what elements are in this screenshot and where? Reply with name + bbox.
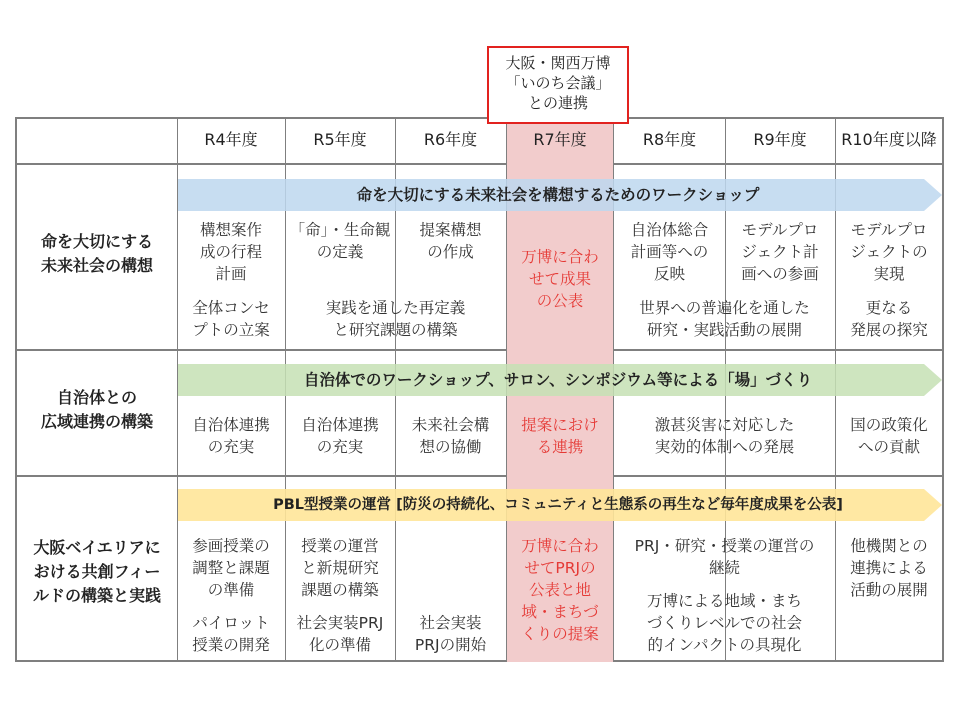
r1-r10-bottom: 更なる 発展の探究 — [850, 299, 928, 339]
year-header-r8: R8年度 — [642, 130, 697, 149]
year-header-r10: R10年度以降 — [841, 130, 937, 149]
r1-r9-top: モデルプロ ジェクト計 画への参画 — [741, 221, 819, 283]
header-divider — [15, 163, 944, 165]
r1-r5-r6-bottom: 実践を通した再定義 と研究課題の構築 — [325, 299, 466, 339]
r3-r10: 他機関との 連携による 活動の展開 — [850, 537, 928, 599]
r2-r7: 提案におけ る連携 — [521, 416, 599, 456]
r2-r8-r9: 激甚災害に対応した 実効的体制への発展 — [654, 416, 795, 456]
year-header-r9: R9年度 — [753, 130, 807, 149]
row-label-3: 大阪ベイエリアに おける共創フィー ルドの構築と実践 — [32, 538, 161, 605]
year-header-r4: R4年度 — [204, 130, 258, 149]
row-divider-2 — [15, 475, 944, 477]
r3-r5-top: 授業の運営 と新規研究 課題の構築 — [301, 537, 379, 599]
arrow-label-3: PBL型授業の運営 [防災の持続化、コミュニティと生態系の再生など毎年度成果を公表] — [273, 497, 843, 513]
callout-line-1: 大阪・関西万博 — [505, 54, 611, 72]
row-divider-1 — [15, 349, 944, 351]
r1-r5-top: 「命」・生命観 の定義 — [289, 221, 391, 261]
r3-r8-r9-top: PRJ・研究・授業の運営の 継続 — [634, 537, 815, 577]
r2-r5: 自治体連携 の充実 — [301, 416, 379, 456]
r3-r8-r9-bottom: 万博による地域・まち づくりレベルでの社会 的インパクトの具現化 — [646, 592, 802, 654]
r1-r4-top: 構想案作 成の行程 計画 — [199, 221, 262, 283]
r1-r8-r9-bottom: 世界への普遍化を通した 研究・実践活動の展開 — [639, 299, 810, 339]
r2-r4: 自治体連携 の充実 — [192, 416, 270, 456]
r3-r4-top: 参画授業の 調整と課題 の準備 — [192, 537, 270, 599]
r1-r8-top: 自治体総合 計画等への 反映 — [630, 221, 709, 283]
r3-r4-bottom: パイロット 授業の開発 — [192, 614, 270, 654]
r1-r6-top: 提案構想 の作成 — [419, 221, 482, 261]
year-header-r6: R6年度 — [423, 130, 478, 149]
r3-r5-bottom: 社会実装PRJ 化の準備 — [296, 614, 384, 654]
r2-r10: 国の政策化 への貢献 — [850, 416, 928, 456]
arrow-label-2: 自治体でのワークショップ、サロン、シンポジウム等による「場」づくり — [303, 371, 813, 389]
r1-r7: 万博に合わ せて成果 の公表 — [521, 248, 599, 310]
arrow-label-1: 命を大切にする未来社会を構想するためのワークショップ — [356, 186, 760, 204]
r1-r4-bottom: 全体コンセ プトの立案 — [192, 299, 270, 339]
year-header-r7: R7年度 — [533, 130, 587, 149]
row-label-2: 自治体との 広域連携の構築 — [40, 388, 153, 431]
r1-r10-top: モデルプロ ジェクトの 実現 — [850, 221, 928, 283]
expo-callout — [487, 46, 629, 124]
callout-line-2: 「いのち会議」 — [505, 74, 611, 92]
callout-line-3: との連携 — [527, 94, 588, 112]
r3-r7: 万博に合わ せてPRJの 公表と地 域・まちづ くりの提案 — [521, 537, 599, 643]
row-label-1: 命を大切にする 未来社会の構想 — [40, 232, 153, 275]
r3-r6-bottom: 社会実装 PRJの開始 — [414, 614, 487, 654]
r2-r6: 未来社会構 想の協働 — [411, 416, 490, 456]
year-header-r5: R5年度 — [313, 130, 367, 149]
